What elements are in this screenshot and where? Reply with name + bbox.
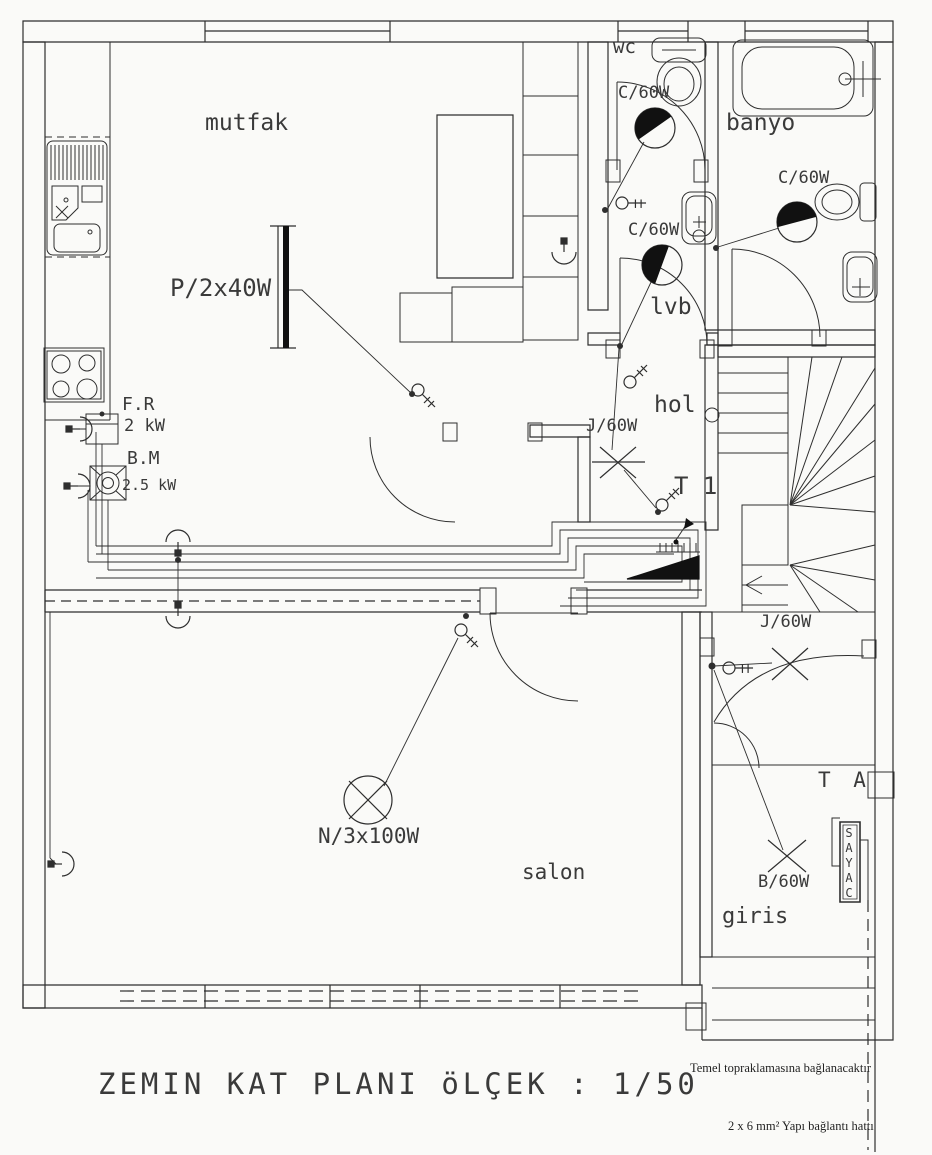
room-label-washroom: lvb: [650, 294, 692, 320]
socket-wall-top-icon: [166, 530, 190, 556]
switch-living-room-icon: [455, 624, 478, 647]
light-label-washroom: C/60W: [628, 220, 680, 240]
junction-box-icon: [868, 772, 894, 798]
light-label-hall: J/60W: [586, 416, 638, 436]
kitchen-cabinets: [400, 42, 578, 342]
panel-label: T A: [818, 768, 871, 792]
socket-living-room-icon: [48, 852, 74, 876]
fridge-label: F.R: [122, 394, 155, 415]
room-label-bathroom: banyo: [726, 110, 796, 136]
switch-washroom-icon: [624, 365, 647, 388]
hall-lamp-icon: [592, 447, 645, 478]
room-label-wc: wc: [613, 36, 636, 58]
interior-walls: [45, 42, 875, 1040]
fridge-box-icon: [72, 414, 118, 444]
wiring-runs: [50, 432, 706, 864]
socket-wall-bottom-icon: [166, 602, 190, 628]
entry-lamp-icon: [772, 648, 808, 680]
stove: [44, 348, 104, 402]
window-markers: [120, 21, 868, 1008]
fridge-power-label: 2 kW: [124, 416, 165, 436]
washer-box-icon: [70, 466, 126, 500]
light-label-wc: C/60W: [618, 83, 670, 103]
switch-kitchen-icon: [412, 384, 435, 407]
stairs: [705, 357, 875, 612]
distribution-panel-icon: [627, 556, 699, 579]
washer-power-label: 2.5 kW: [122, 476, 177, 494]
service-line-note: 2 x 6 mm² Yapı bağlantı hattı: [728, 1119, 874, 1133]
light-label-kitchen-fluorescent: P/2x40W: [170, 274, 272, 302]
room-label-entrance: giris: [722, 904, 789, 929]
grounding-note: Temel topraklamasına bağlanacaktır: [690, 1061, 871, 1075]
light-label-entry: J/60W: [760, 612, 812, 632]
drawing-title: ZEMIN KAT PLANI öLÇEK : 1/50: [98, 1067, 699, 1101]
room-label-living-room: salon: [522, 860, 586, 884]
kitchen-table: [437, 115, 513, 278]
chandelier-icon: [344, 776, 392, 824]
light-label-bathroom: C/60W: [778, 168, 830, 188]
ceiling-light-bathroom-icon: [773, 198, 817, 242]
room-label-kitchen: mutfak: [205, 110, 289, 136]
switch-wc-icon: [614, 187, 647, 220]
meter-label: SAYAC: [842, 826, 856, 901]
newel-post-icon: [705, 408, 719, 422]
exterior-walls: [23, 21, 893, 1152]
bathroom-toilet: [815, 183, 876, 221]
socket-kitchen-icon: [552, 238, 576, 264]
entrance-lamp-icon: [768, 840, 806, 872]
bell-transformer-icon: [656, 518, 700, 552]
bathtub: [733, 40, 881, 116]
washer-label: B.M: [127, 448, 160, 469]
ceiling-light-wc-icon: [627, 100, 675, 148]
fluorescent-light-icon: [270, 226, 296, 348]
bell-transformer-label: T 1: [674, 472, 718, 500]
kitchen-sink: [47, 141, 107, 255]
switch-entrance-icon: [721, 652, 754, 685]
room-label-hall: hol: [654, 392, 696, 418]
light-label-chandelier: N/3x100W: [318, 824, 420, 848]
bathroom-sink: [843, 252, 877, 302]
entry-steps: [686, 957, 875, 1030]
light-label-entrance: B/60W: [758, 872, 810, 892]
washroom-sink: [682, 192, 716, 244]
